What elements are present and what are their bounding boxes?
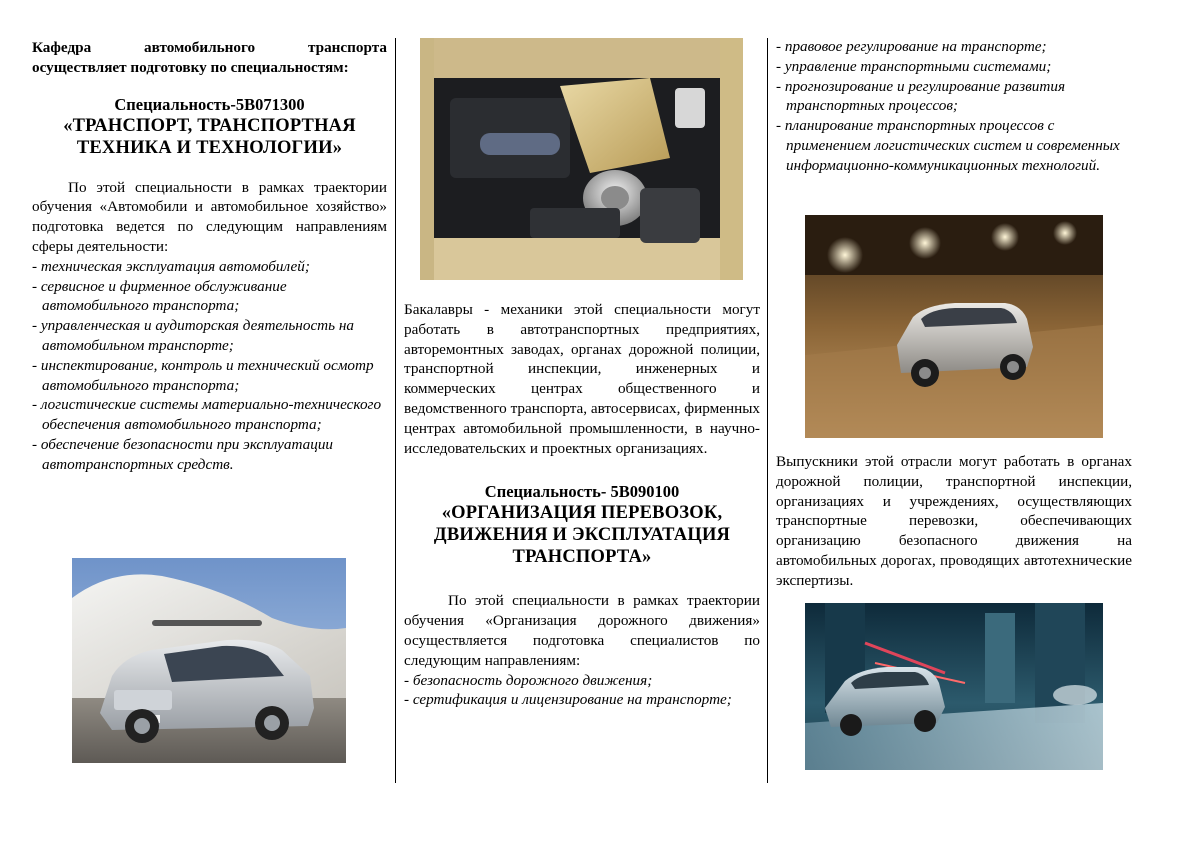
spec-body-2: По этой специальности в рамках траектории обучения «Организация дорожного движения» осуществляется подготовка специалистов по следующим направлениям: — [404, 592, 760, 669]
list-item: - прогнозирование и регулирование развития транспортных процессов; — [776, 77, 1065, 115]
spec-body-1: По этой специальности в рамках траектории обучения «Автомобили и автомобильное хозяйство» подготовка ведется по следующим направлениям сферы деятельности: — [32, 178, 387, 255]
spec-title-2: «ОРГАНИЗАЦИЯ ПЕРЕВОЗОК, ДВИЖЕНИЯ И ЭКСПЛУАТАЦИЯ ТРАНСПОРТА» — [433, 503, 731, 568]
bachelors-text: Бакалавры - механики этой специальности могут работать в автотранспортных предприятиях, авторемонтных заводах, органах дорожной полиции, транспортной инспекции, инженерных и коммерческих центрах общественного и ведомственного транспорта, автосервисах, фирменных центрах автомобильной промышленности, в научно-исследовательских и проектных организациях. — [404, 301, 760, 457]
list-item: - сервисное и фирменное обслуживание автомобильного транспорта; — [32, 277, 287, 315]
spec-code-1: Специальность-5В071300 — [114, 94, 305, 114]
list-item: - инспектирование, контроль и технический осмотр автомобильного транспорта; — [32, 356, 374, 394]
spec-title-1: «ТРАНСПОРТ, ТРАНСПОРТНАЯ ТЕХНИКА И ТЕХНОЛОГИИ» — [63, 115, 356, 158]
spec-code-2: Специальность- 5В090100 — [484, 482, 680, 502]
list-item: - управление транспортными системами; — [776, 57, 1052, 75]
list-item: - обеспечение безопасности при эксплуатации автотранспортных средств. — [32, 435, 334, 473]
graduates-text: Выпускники этой отрасли могут работать в органах дорожной полиции, транспортной инспекции, организациях и учреждениях, осуществляющих транспортные перевозки, обеспечивающих организацию безопасного движения на автомобильных дорогах, проводящих автотехнические экспертизы. — [776, 453, 1132, 589]
list-item: - логистические системы материально-технического обеспечения автомобильного транспорта; — [32, 396, 382, 434]
list-item: - безопасность дорожного движения; — [404, 671, 653, 689]
list-item: - управленческая и аудиторская деятельность на автомобильном транспорте; — [32, 317, 354, 354]
column-divider-2 — [767, 38, 768, 783]
directions-list-2 — [404, 671, 760, 711]
directions-list-1 — [32, 257, 387, 475]
suv-on-gravel-photo — [72, 558, 346, 763]
sedan-city-motion-photo — [805, 603, 1103, 770]
column-1 — [32, 0, 387, 475]
intro-text: Кафедра автомобильного транспорта осуществляет подготовку по специальностям: — [32, 39, 387, 76]
column-divider-1 — [395, 38, 396, 783]
column-2 — [404, 0, 760, 710]
list-item: - планирование транспортных процессов с применением логистических систем и современных информационно-коммуникационных технологий. — [776, 117, 1120, 174]
list-item: - сертификация и лицензирование на транспорте; — [404, 691, 732, 709]
list-item: - правовое регулирование на транспорте; — [776, 38, 1047, 55]
column-3-body — [776, 0, 1132, 591]
list-item: - техническая эксплуатация автомобилей; — [32, 257, 310, 275]
